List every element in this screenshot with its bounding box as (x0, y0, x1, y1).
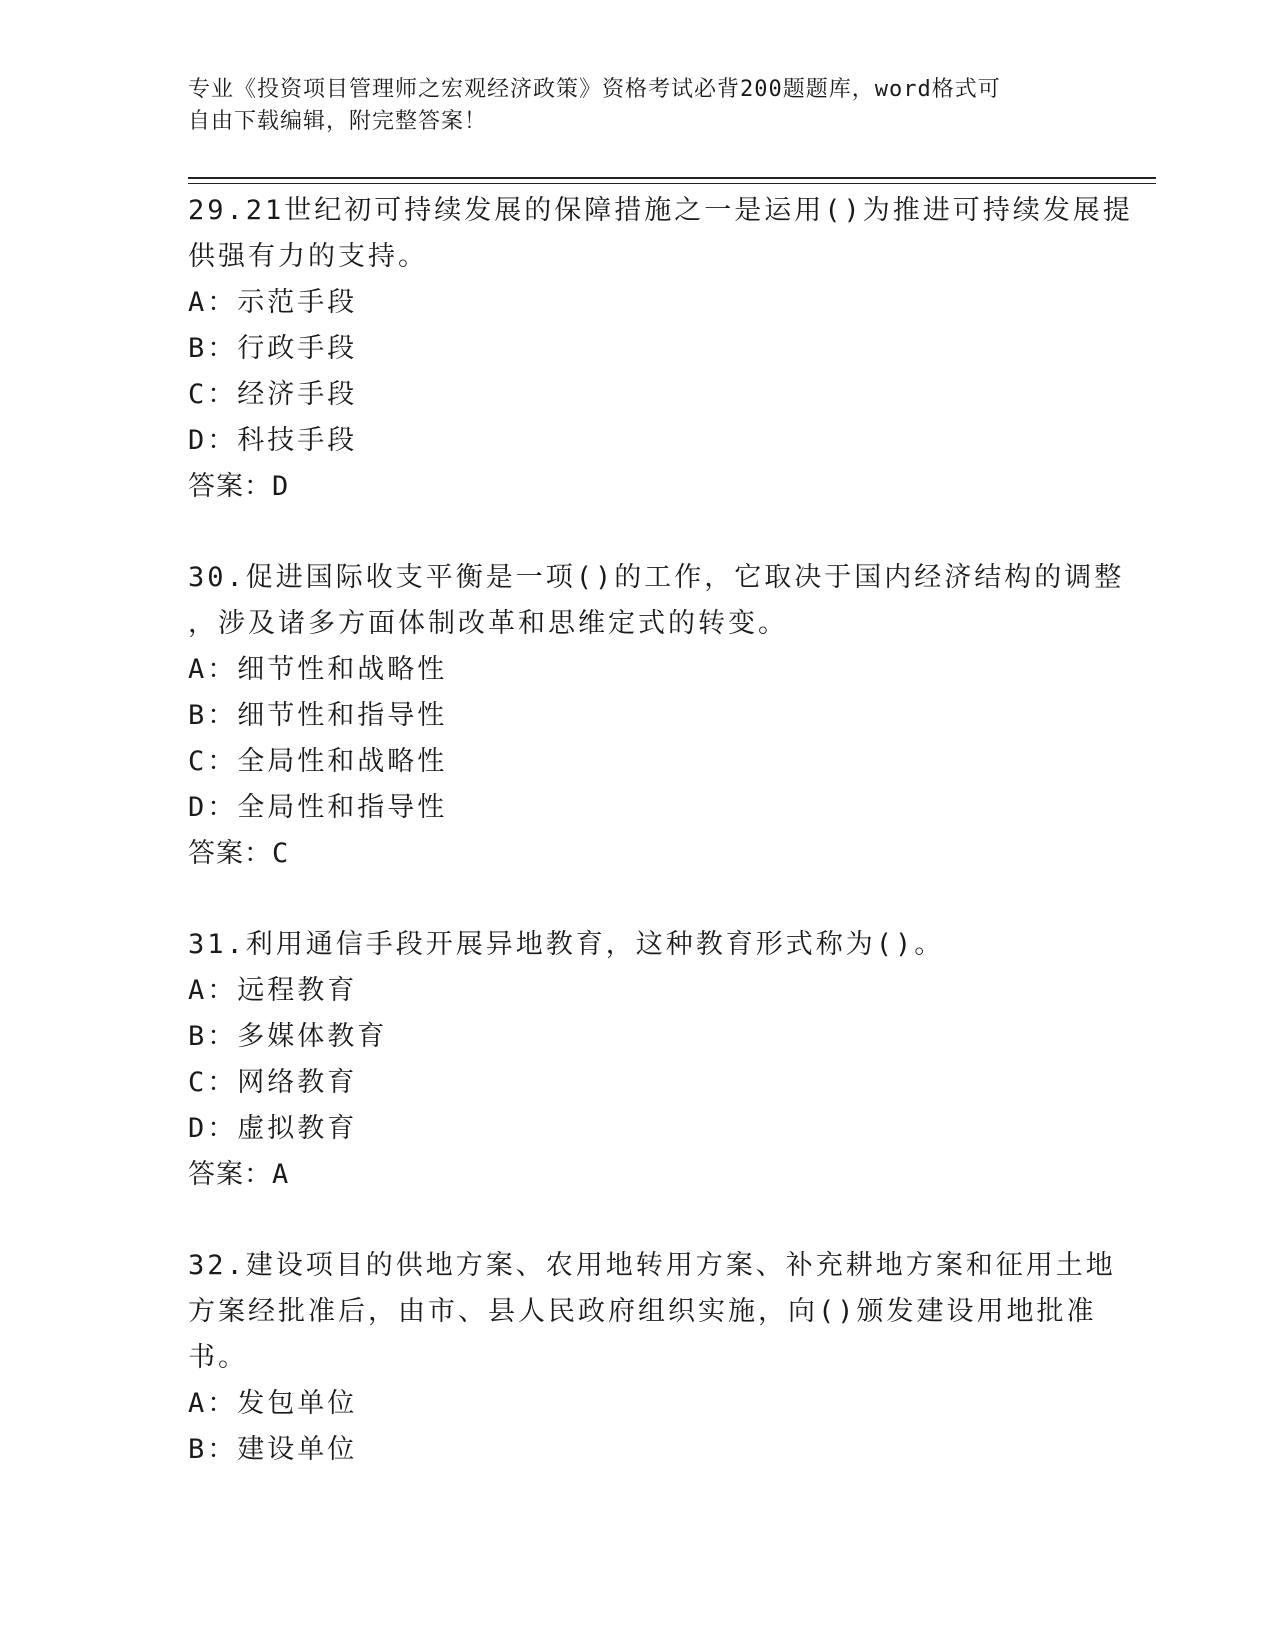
question-text-line: ，涉及诸多方面体制改革和思维定式的转变。 (188, 608, 788, 639)
question-29 (188, 188, 1133, 510)
option-b: B：建设单位 (188, 1434, 358, 1465)
answer-line: 答案：D (188, 471, 290, 502)
header-line-2: 自由下载编辑，附完整答案！ (188, 109, 488, 134)
option-d: D：全局性和指导性 (188, 792, 448, 823)
header-line-1: 专业《投资项目管理师之宏观经济政策》资格考试必背200题题库，word格式可 (188, 77, 1001, 102)
option-c: C：经济手段 (188, 379, 358, 410)
header-divider-top (188, 177, 1156, 179)
question-text-line: 32.建设项目的供地方案、农用地转用方案、补充耕地方案和征用土地 (188, 1250, 1116, 1281)
question-text-line: 29.21世纪初可持续发展的保障措施之一是运用()为推进可持续发展提 (188, 195, 1133, 226)
document-header (188, 74, 1088, 138)
question-text-line: 30.促进国际收支平衡是一项()的工作，它取决于国内经济结构的调整 (188, 562, 1125, 593)
option-c: C：全局性和战略性 (188, 746, 448, 777)
option-d: D：虚拟教育 (188, 1113, 358, 1144)
question-text-line: 31.利用通信手段开展异地教育，这种教育形式称为()。 (188, 929, 945, 960)
option-b: B：多媒体教育 (188, 1021, 388, 1052)
option-c: C：网络教育 (188, 1067, 358, 1098)
question-32 (188, 1243, 1116, 1473)
answer-line: 答案：C (188, 838, 290, 869)
header-divider-bottom (188, 183, 1156, 184)
answer-line: 答案：A (188, 1159, 290, 1190)
question-text-line: 方案经批准后，由市、县人民政府组织实施，向()颁发建设用地批准 (188, 1296, 1097, 1327)
option-a: A：远程教育 (188, 975, 358, 1006)
option-a: A：细节性和战略性 (188, 654, 448, 685)
question-text-line: 书。 (188, 1342, 248, 1373)
option-b: B：行政手段 (188, 333, 358, 364)
question-30 (188, 555, 1125, 877)
question-text-line: 供强有力的支持。 (188, 241, 428, 272)
option-b: B：细节性和指导性 (188, 700, 448, 731)
question-31 (188, 922, 1088, 1198)
option-a: A：示范手段 (188, 287, 358, 318)
option-a: A：发包单位 (188, 1388, 358, 1419)
option-d: D：科技手段 (188, 425, 358, 456)
